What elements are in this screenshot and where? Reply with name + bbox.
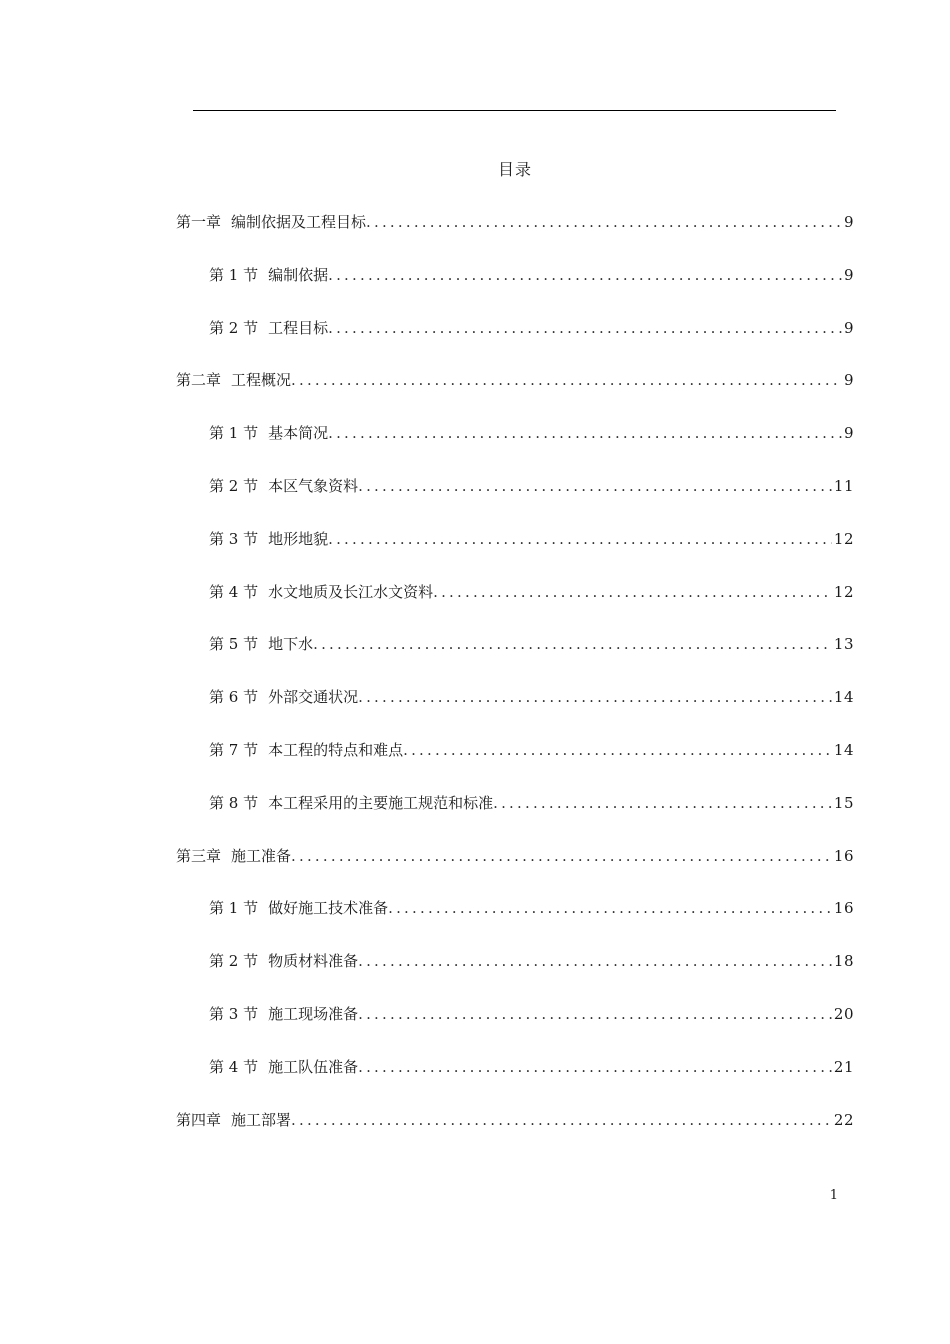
toc-dot-leader: [366, 210, 842, 234]
toc-entry-label: 本工程的特点和难点: [268, 741, 404, 759]
toc-entry-page: 22: [833, 1111, 854, 1129]
toc-dot-leader: [328, 263, 842, 287]
toc-entry-label: 地形地貌: [268, 530, 329, 548]
toc-entry-number: 第 3 节: [209, 530, 259, 548]
toc-entry-label: 施工准备: [231, 847, 292, 865]
toc-entry-label: 做好施工技术准备: [268, 899, 389, 917]
toc-entry-page: 9: [843, 424, 854, 442]
toc-entry[interactable]: [209, 421, 854, 445]
toc-entry-number: 第四章: [176, 1111, 222, 1129]
toc-entry-number: 第 1 节: [209, 266, 259, 284]
toc-dot-leader: [433, 580, 832, 604]
toc-entry-page: 21: [833, 1058, 854, 1076]
toc-entry[interactable]: [176, 210, 854, 234]
toc-entry[interactable]: [209, 791, 854, 815]
toc-entry[interactable]: [209, 1055, 854, 1079]
toc-dot-leader: [493, 791, 832, 815]
toc-dot-leader: [358, 685, 832, 709]
toc-entry-number: 第 5 节: [209, 635, 259, 653]
toc-entry-page: 16: [833, 899, 854, 917]
toc-dot-leader: [358, 1055, 832, 1079]
toc-dot-leader: [291, 1108, 832, 1132]
toc-entry[interactable]: [176, 1108, 854, 1132]
toc-entry-page: 18: [833, 952, 854, 970]
page-number: 1: [829, 1188, 838, 1203]
toc-entry-number: 第 2 节: [209, 952, 259, 970]
toc-entry-number: 第 8 节: [209, 794, 259, 812]
toc-entry[interactable]: [209, 685, 854, 709]
toc-dot-leader: [388, 896, 832, 920]
toc-entry-page: 14: [833, 741, 854, 759]
toc-entry-page: 13: [833, 635, 854, 653]
toc-entry-number: 第二章: [176, 371, 222, 389]
toc-entry[interactable]: [209, 896, 854, 920]
toc-entry-label: 工程目标: [268, 319, 329, 337]
toc-entry-number: 第 1 节: [209, 899, 259, 917]
toc-entry[interactable]: [209, 580, 854, 604]
toc-dot-leader: [291, 368, 842, 392]
toc-entry-label: 水文地质及长江水文资料: [268, 583, 434, 601]
toc-entry-number: 第 4 节: [209, 1058, 259, 1076]
toc-title: 目录: [497, 160, 532, 179]
toc-entry-number: 第 4 节: [209, 583, 259, 601]
toc-entry-page: 9: [843, 266, 854, 284]
toc-entry-label: 本工程采用的主要施工规范和标准: [268, 794, 494, 812]
toc-entry-number: 第 2 节: [209, 477, 259, 495]
toc-entry-label: 施工部署: [231, 1111, 292, 1129]
toc-entry-page: 15: [833, 794, 854, 812]
toc-entry-label: 编制依据: [268, 266, 329, 284]
toc-entry-label: 基本简况: [268, 424, 329, 442]
toc-entry-page: 11: [833, 477, 854, 495]
toc-entry[interactable]: [176, 844, 854, 868]
toc-entry-page: 20: [833, 1005, 854, 1023]
toc-entry[interactable]: [209, 263, 854, 287]
toc-entry[interactable]: [176, 368, 854, 392]
toc-entry-number: 第 7 节: [209, 741, 259, 759]
toc-entry-label: 工程概况: [231, 371, 292, 389]
header-rule: [193, 110, 836, 111]
toc-dot-leader: [358, 474, 832, 498]
toc-entry-page: 9: [843, 213, 854, 231]
toc-entry[interactable]: [209, 632, 854, 656]
toc-entry-page: 16: [833, 847, 854, 865]
toc-entry-label: 编制依据及工程目标: [231, 213, 367, 231]
toc-entry[interactable]: [209, 316, 854, 340]
toc-entry-label: 施工现场准备: [268, 1005, 359, 1023]
toc-entry[interactable]: [209, 474, 854, 498]
toc-dot-leader: [291, 844, 832, 868]
toc-entry-number: 第 1 节: [209, 424, 259, 442]
toc-dot-leader: [328, 316, 842, 340]
toc-entry-page: 14: [833, 688, 854, 706]
toc-entry-page: 9: [843, 371, 854, 389]
toc-entry[interactable]: [209, 527, 854, 551]
toc-entry-number: 第 6 节: [209, 688, 259, 706]
toc-dot-leader: [328, 421, 842, 445]
toc-entry[interactable]: [209, 738, 854, 762]
toc-entry-page: 12: [833, 583, 854, 601]
toc-dot-leader: [358, 949, 832, 973]
toc-entry-page: 9: [843, 319, 854, 337]
toc-entry[interactable]: [209, 1002, 854, 1026]
toc-entry-label: 外部交通状况: [268, 688, 359, 706]
toc-entry[interactable]: [209, 949, 854, 973]
toc-dot-leader: [358, 1002, 832, 1026]
toc-entry-label: 施工队伍准备: [268, 1058, 359, 1076]
toc-entry-page: 12: [833, 530, 854, 548]
toc-entry-label: 物质材料准备: [268, 952, 359, 970]
toc-dot-leader: [313, 632, 832, 656]
toc-entry-label: 地下水: [268, 635, 314, 653]
toc-dot-leader: [328, 527, 832, 551]
toc-entry-number: 第 2 节: [209, 319, 259, 337]
toc-entry-number: 第 3 节: [209, 1005, 259, 1023]
toc-entry-number: 第三章: [176, 847, 222, 865]
toc-entry-label: 本区气象资料: [268, 477, 359, 495]
toc-entry-number: 第一章: [176, 213, 222, 231]
toc-dot-leader: [403, 738, 832, 762]
